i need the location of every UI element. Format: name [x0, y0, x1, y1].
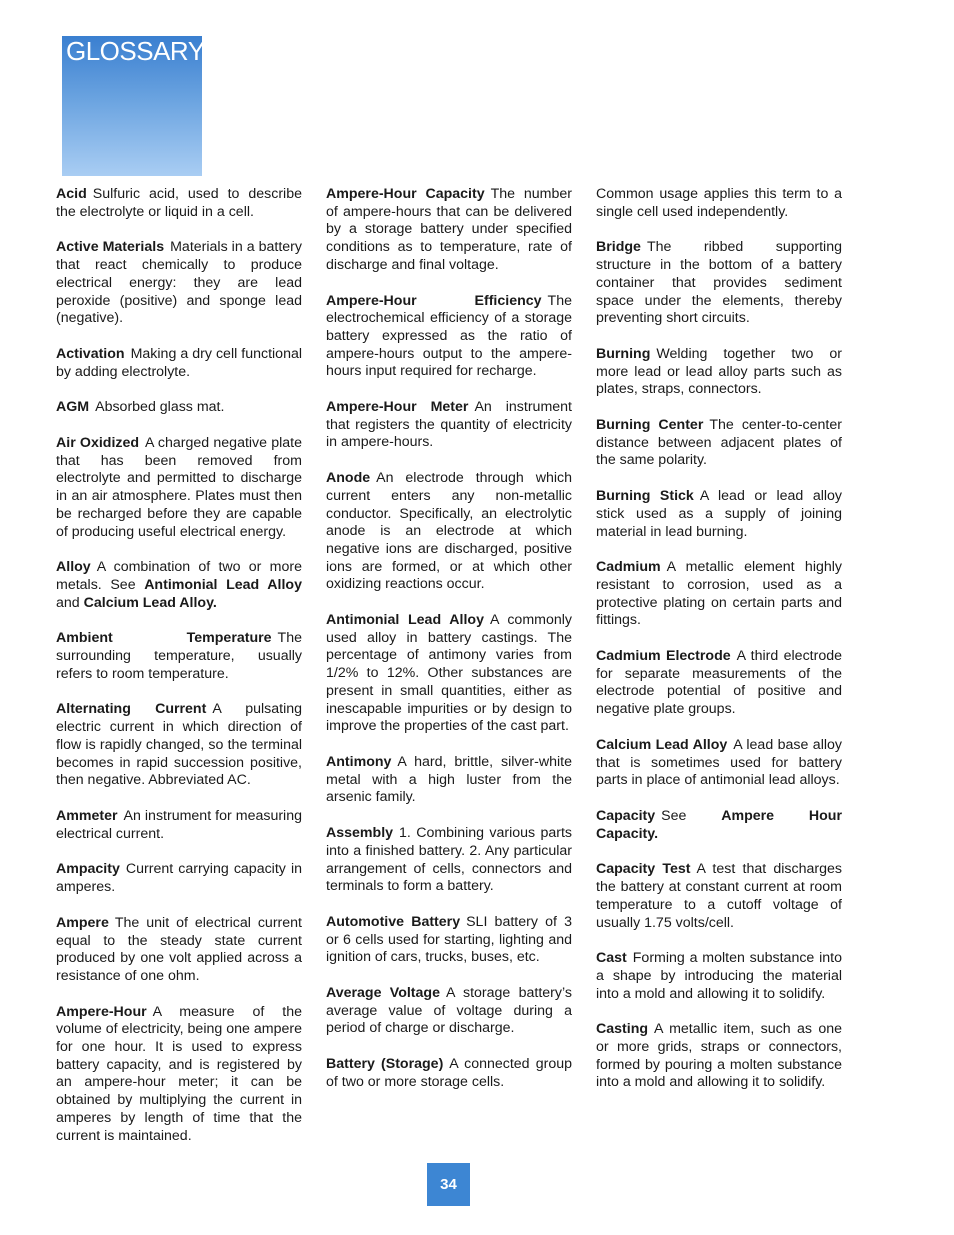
glossary-entry	[326, 293, 572, 382]
glossary-definition: Materials in a battery that react chemically to produce electrical energy: they are lead peroxide (positive) and sponge lead (negative).	[56, 239, 302, 327]
glossary-term: Anode	[326, 470, 371, 487]
glossary-term: Acid	[56, 186, 87, 202]
glossary-definition: A metallic element highly resistant to corrosion, used as a protective plating on certain parts and fittings.	[596, 559, 842, 629]
glossary-term: Automotive Battery	[326, 913, 461, 930]
glossary-definition: The unit of electrical current equal to the steady state current produced by one volt applied across a resistance of one ohm.	[56, 914, 302, 984]
glossary-entry	[56, 186, 302, 221]
glossary-column-3	[596, 186, 842, 1110]
glossary-term: Air Oxidized	[56, 435, 140, 452]
glossary-definition: A connected group of two or more storage cells.	[326, 1056, 572, 1090]
glossary-term: Capacity	[596, 807, 656, 824]
page-number: 34	[427, 1163, 470, 1206]
glossary-entry	[326, 470, 572, 594]
glossary-term: Cadmium	[596, 559, 661, 576]
glossary-column-2	[326, 186, 572, 1110]
glossary-definition: Forming a molten substance into a shape by introducing the material into a mold and allowing it to solidify.	[596, 950, 842, 1002]
glossary-entry	[326, 612, 572, 736]
glossary-entry	[56, 1004, 302, 1146]
glossary-definition: The surrounding temperature, usually refers to room temperature.	[56, 630, 302, 682]
glossary-entry	[326, 754, 572, 807]
glossary-definition: Current carrying capacity in amperes.	[56, 861, 302, 896]
glossary-entry	[56, 861, 302, 896]
glossary-entry	[326, 399, 572, 452]
glossary-definition: An instrument for measuring electrical current.	[56, 807, 302, 842]
glossary-term: Ampacity	[56, 861, 120, 878]
glossary-term: Bridge	[596, 239, 641, 256]
glossary-entry	[596, 861, 842, 932]
cross-reference: Antimonial Lead Alloy	[144, 576, 302, 593]
glossary-entry	[56, 808, 302, 843]
glossary-term: Burning	[596, 345, 651, 362]
glossary-definition: A lead or lead alloy stick used as a supply of joining material in lead burning.	[596, 488, 842, 540]
glossary-definition: The electrochemical efficiency of a storage battery expressed as the ratio of ampere-hours output to the ampere-hours input required for recharge.	[326, 292, 572, 380]
glossary-entry	[56, 346, 302, 381]
glossary-entry	[596, 559, 842, 630]
glossary-definition: Common usage applies this term to a single cell used independently.	[596, 186, 842, 220]
glossary-definition: A commonly used alloy in battery castings. The percentage of antimony varies from 1/2% to 12%. Other substances are present in small quantities, either as inescapable impurities or by design to improve the properties of the cast part.	[326, 612, 572, 735]
glossary-definition: A pulsating electric current in which direction of flow is rapidly changed, so the terminal becomes in rapid succession positive, then negative. Abbreviated AC.	[56, 701, 302, 789]
cross-reference: Calcium Lead Alloy.	[83, 594, 217, 611]
glossary-term: Battery (Storage)	[326, 1056, 444, 1073]
cross-reference: Ampere Hour Capacity.	[596, 807, 842, 842]
glossary-term: Burning Center	[596, 417, 704, 434]
glossary-definition: SLI battery of 3 or 6 cells used for starting, lighting and ignition of cars, trucks, buses, etc.	[326, 913, 572, 966]
glossary-definition: See	[661, 807, 687, 824]
glossary-definition: An electrode through which current enters any non-metallic conductor. Specifically, an electrolytic anode is an electrode at which negative ions are discharged, positive ions are formed, or at which other oxidizing reactions occur.	[326, 470, 572, 593]
glossary-entry	[596, 808, 842, 843]
glossary-term: Cadmium Electrode	[596, 648, 731, 665]
glossary-entry	[56, 399, 302, 417]
glossary-entry	[326, 186, 572, 275]
glossary-term: Ampere-Hour Capacity	[326, 186, 485, 202]
glossary-definition: The number of ampere-hours that can be delivered by a storage battery under specified conditions as to temperature, rate of discharge and final voltage.	[326, 186, 572, 273]
glossary-entry	[596, 417, 842, 470]
glossary-entry	[326, 825, 572, 896]
glossary-term: Casting	[596, 1021, 649, 1038]
glossary-term: Active Materials	[56, 239, 165, 256]
glossary-entry	[56, 630, 302, 683]
glossary-entry	[596, 346, 842, 399]
glossary-definition: A hard, brittle, silver-white metal with a high luster from the arsenic family.	[326, 753, 572, 806]
glossary-entry	[596, 488, 842, 541]
glossary-definition: The center-to-center distance between adjacent plates of the same polarity.	[596, 417, 842, 469]
glossary-definition: Absorbed glass mat.	[95, 399, 225, 416]
glossary-entry	[326, 914, 572, 967]
glossary-term: Antimony	[326, 753, 392, 770]
glossary-definition: A third electrode for separate measurements of the electrode potential of positive and negative plate groups.	[596, 648, 842, 718]
glossary-term: Ambient Temperature	[56, 630, 272, 647]
glossary-entry	[56, 559, 302, 612]
conjunction-text: and	[56, 594, 80, 611]
glossary-term: Antimonial Lead Alloy	[326, 612, 484, 629]
glossary-term: Alloy	[56, 559, 91, 576]
glossary-term: Ampere	[56, 914, 109, 931]
glossary-term: Burning Stick	[596, 488, 694, 505]
glossary-term: Assembly	[326, 825, 394, 842]
glossary-entry	[56, 239, 302, 328]
glossary-column-1	[56, 186, 302, 1163]
glossary-definition: Making a dry cell functional by adding electrolyte.	[56, 345, 302, 380]
glossary-definition: The ribbed supporting structure in the bottom of a battery container that provides sediment space under the elements, thereby preventing short circuits.	[596, 239, 842, 327]
glossary-entry	[56, 915, 302, 986]
glossary-term: Calcium Lead Alloy	[596, 736, 728, 753]
glossary-definition: A measure of the volume of electricity, being one ampere for one hour. It is used to express battery capacity, and is registered by an ampere-hour meter; it can be obtained by multiplying the current in amperes by length of time that the current is maintained.	[56, 1003, 302, 1144]
page-title: GLOSSARY	[66, 36, 205, 66]
glossary-entry	[56, 435, 302, 541]
glossary-term: Cast	[596, 950, 627, 967]
glossary-entry	[326, 985, 572, 1038]
glossary-header-block	[62, 36, 205, 176]
glossary-definition: Welding together two or more lead or lead alloy parts such as plates, straps, connectors.	[596, 345, 842, 398]
glossary-definition: A combination of two or more metals. See	[56, 559, 302, 593]
glossary-definition: A charged negative plate that has been removed from electrolyte and permitted to discharge in an air atmosphere. Plates must then be recharged before they are capable of producing useful electrical energy.	[56, 435, 302, 540]
glossary-entry	[596, 950, 842, 1003]
glossary-term: Alternating Current	[56, 701, 207, 718]
glossary-entry	[596, 737, 842, 790]
glossary-entry	[596, 239, 842, 328]
glossary-term: Capacity Test	[596, 861, 691, 878]
glossary-term: Ampere-Hour Meter	[326, 399, 469, 416]
glossary-term: Activation	[56, 345, 125, 362]
glossary-term: Ammeter	[56, 807, 118, 824]
glossary-definition: A lead base alloy that is sometimes used for battery parts in place of antimonial lead alloys.	[596, 736, 842, 789]
glossary-definition: 1. Combining various parts into a finished battery. 2. Any particular arrangement of cells, connectors and terminals to form a battery.	[326, 825, 572, 895]
glossary-definition: A storage battery’s average value of voltage during a period of charge or discharge.	[326, 985, 572, 1037]
glossary-definition: A metallic item, such as one or more grids, straps or connectors, formed by pouring a molten substance into a mold and allowing it to solidify.	[596, 1021, 842, 1091]
glossary-entry	[596, 186, 842, 221]
glossary-term: Ampere-Hour	[56, 1003, 147, 1020]
glossary-definition: A test that discharges the battery at constant current at room temperature to a cutoff voltage of usually 1.75 volts/cell.	[596, 861, 843, 931]
glossary-term: Average Voltage	[326, 985, 440, 1002]
glossary-entry	[56, 701, 302, 790]
glossary-term: AGM	[56, 399, 90, 416]
glossary-entry	[596, 1021, 842, 1092]
glossary-definition: An instrument that registers the quantity of electricity in ampere-hours.	[326, 399, 572, 451]
glossary-term: Ampere-Hour Efficiency	[326, 292, 542, 309]
glossary-definition: Sulfuric acid, used to describe the electrolyte or liquid in a cell.	[56, 186, 302, 220]
glossary-entry	[326, 1056, 572, 1091]
glossary-entry	[596, 648, 842, 719]
